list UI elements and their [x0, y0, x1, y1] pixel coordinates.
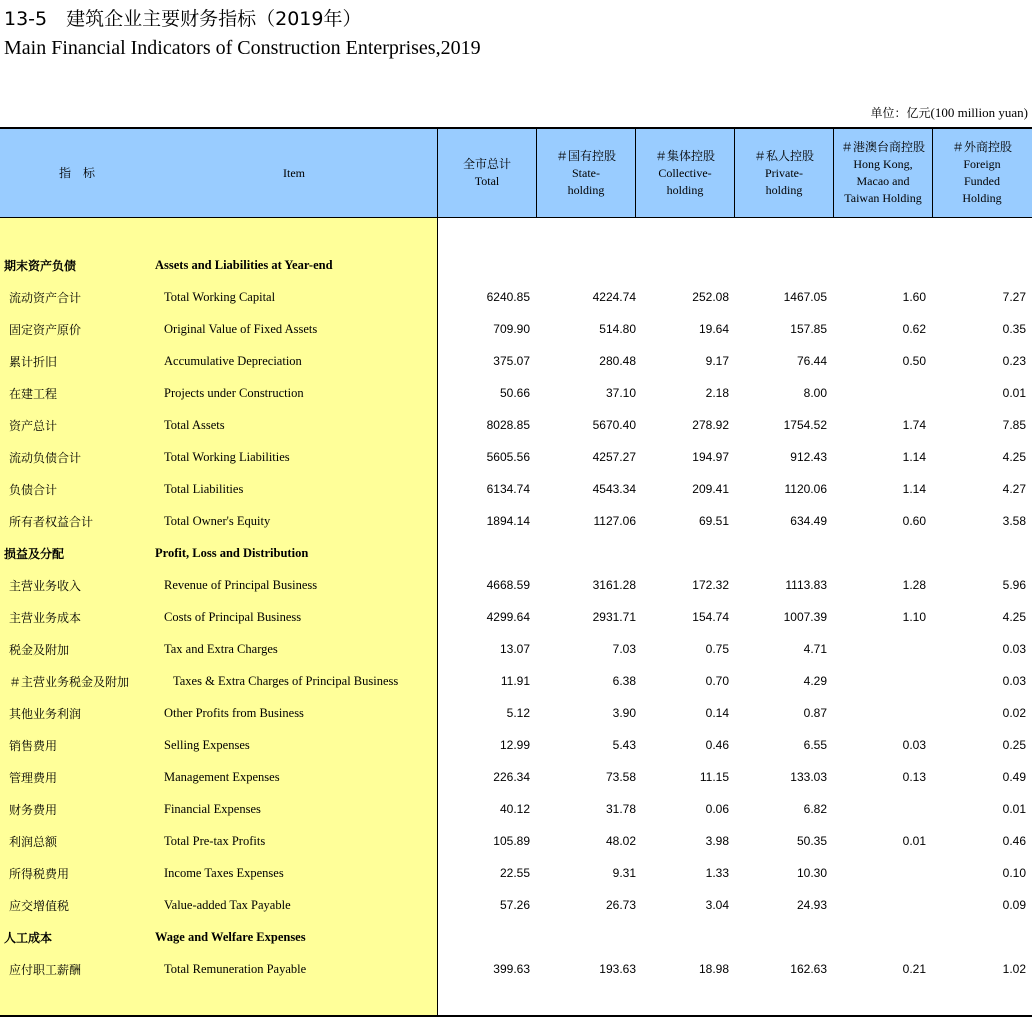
cell-value-col-0: 57.26 — [499, 898, 530, 912]
row-label-en: Financial Expenses — [164, 802, 261, 816]
cell-value-col-2: 11.15 — [699, 770, 729, 784]
cell-value-col-3: 1007.39 — [783, 610, 827, 624]
cell-value-col-0: 50.66 — [499, 386, 530, 400]
cell-value-col-4: 0.13 — [902, 770, 926, 784]
section-row — [0, 921, 1032, 953]
cell-value-col-3: 162.63 — [790, 962, 827, 976]
row-label-en: Value-added Tax Payable — [164, 898, 291, 912]
cell-value-col-3: 76.44 — [796, 354, 827, 368]
table-row — [0, 377, 1032, 409]
row-label-cn: 累计折旧 — [9, 355, 58, 369]
table-row — [0, 889, 1032, 921]
cell-value-col-3: 0.87 — [803, 706, 827, 720]
cell-value-col-0: 22.55 — [499, 866, 530, 880]
table-title-chinese: 13-5 建筑企业主要财务指标（2019年） — [4, 8, 362, 30]
row-label-en: Revenue of Principal Business — [164, 578, 318, 592]
cell-value-col-5: 0.25 — [1002, 738, 1026, 752]
row-label-cn: 损益及分配 — [4, 547, 65, 561]
cell-value-col-3: 4.71 — [803, 642, 827, 656]
cell-value-col-3: 4.29 — [803, 674, 827, 688]
row-label-en: Accumulative Depreciation — [164, 354, 302, 368]
cell-value-col-3: 24.93 — [796, 898, 827, 912]
cell-value-col-0: 5.12 — [506, 706, 530, 720]
cell-value-col-2: 1.33 — [705, 866, 729, 880]
cell-value-col-3: 6.55 — [803, 738, 827, 752]
cell-value-col-0: 5605.56 — [486, 450, 530, 464]
row-label-cn: 流动资产合计 — [9, 291, 82, 305]
header-col-cn: ＃外商控股 — [951, 140, 1012, 154]
table-title-english: Main Financial Indicators of Construction Enterprises,2019 — [4, 37, 481, 59]
header-col-en-line: holding — [666, 182, 704, 197]
row-label-en: Profit, Loss and Distribution — [155, 546, 309, 560]
section-row — [0, 537, 1032, 569]
cell-value-col-2: 194.97 — [692, 450, 729, 464]
row-label-en: Projects under Construction — [164, 386, 304, 400]
header-col-cn: ＃私人控股 — [753, 148, 814, 163]
cell-value-col-2: 18.98 — [698, 962, 729, 976]
cell-value-col-2: 3.98 — [705, 834, 729, 848]
cell-value-col-0: 13.07 — [499, 642, 530, 656]
cell-value-col-4: 1.14 — [902, 450, 926, 464]
cell-value-col-1: 48.02 — [605, 834, 636, 848]
table-row — [0, 953, 1032, 985]
cell-value-col-1: 37.10 — [605, 386, 636, 400]
header-col-en-line: Taiwan Holding — [844, 191, 922, 205]
cell-value-col-3: 912.43 — [790, 450, 827, 464]
cell-value-col-3: 133.03 — [790, 770, 827, 784]
row-label-en: Total Liabilities — [164, 482, 244, 496]
table-row — [0, 793, 1032, 825]
row-label-en: Total Pre-tax Profits — [164, 834, 266, 848]
cell-value-col-4: 0.21 — [902, 962, 926, 976]
row-label-cn: 期末资产负债 — [4, 259, 77, 273]
cell-value-col-0: 226.34 — [493, 770, 530, 784]
unit-note-chinese: 单位：亿元 — [870, 106, 931, 120]
cell-value-col-4: 1.74 — [902, 418, 926, 432]
cell-value-col-5: 0.10 — [1002, 866, 1026, 880]
header-item-label: Item — [283, 165, 305, 180]
header-col-en-line: Macao and — [856, 174, 910, 188]
table-row — [0, 505, 1032, 537]
cell-value-col-0: 8028.85 — [486, 418, 530, 432]
header-col-en-line: Foreign — [963, 157, 1001, 171]
cell-value-col-4: 0.50 — [902, 354, 926, 368]
row-label-en: Total Owner's Equity — [164, 514, 271, 528]
header-col-en-line: holding — [567, 182, 605, 197]
cell-value-col-5: 4.27 — [1002, 482, 1026, 496]
row-label-cn: 应交增值税 — [9, 899, 70, 913]
header-col-en-line: Holding — [962, 191, 1002, 205]
cell-value-col-1: 4224.74 — [592, 290, 636, 304]
row-label-cn: 负债合计 — [9, 483, 58, 497]
cell-value-col-2: 19.64 — [698, 322, 729, 336]
row-label-en: Original Value of Fixed Assets — [164, 322, 318, 336]
cell-value-col-4: 0.03 — [902, 738, 926, 752]
header-col-4 — [834, 129, 932, 217]
cell-value-col-1: 6.38 — [612, 674, 636, 688]
header-col-0 — [438, 129, 536, 217]
row-label-cn: 资产总计 — [9, 419, 58, 433]
cell-value-col-0: 6240.85 — [486, 290, 530, 304]
cell-value-col-4: 0.01 — [902, 834, 926, 848]
cell-value-col-1: 280.48 — [599, 354, 636, 368]
cell-value-col-2: 0.14 — [705, 706, 729, 720]
cell-value-col-5: 5.96 — [1002, 578, 1026, 592]
cell-value-col-3: 1754.52 — [783, 418, 827, 432]
cell-value-col-2: 2.18 — [705, 386, 729, 400]
cell-value-col-0: 1894.14 — [486, 514, 530, 528]
cell-value-col-5: 3.58 — [1002, 514, 1026, 528]
cell-value-col-2: 0.70 — [705, 674, 729, 688]
unit-note — [870, 104, 1028, 121]
cell-value-col-0: 375.07 — [493, 354, 530, 368]
row-label-cn: 财务费用 — [9, 803, 58, 817]
row-label-en: Selling Expenses — [164, 738, 250, 752]
cell-value-col-4: 1.10 — [902, 610, 926, 624]
row-label-en: Costs of Principal Business — [164, 610, 302, 624]
cell-value-col-5: 0.35 — [1002, 322, 1026, 336]
cell-value-col-1: 2931.71 — [592, 610, 636, 624]
table-bottom-rule — [0, 1015, 1032, 1017]
cell-value-col-1: 3161.28 — [592, 578, 636, 592]
row-label-cn: 流动负债合计 — [9, 451, 82, 465]
cell-value-col-5: 0.09 — [1002, 898, 1026, 912]
cell-value-col-5: 4.25 — [1002, 450, 1026, 464]
row-label-cn: 固定资产原价 — [9, 323, 82, 337]
cell-value-col-1: 4257.27 — [592, 450, 636, 464]
cell-value-col-5: 1.02 — [1002, 962, 1026, 976]
table-row — [0, 601, 1032, 633]
cell-value-col-1: 7.03 — [612, 642, 636, 656]
cell-value-col-5: 4.25 — [1002, 610, 1026, 624]
cell-value-col-0: 4299.64 — [486, 610, 530, 624]
header-col-cn: 全市总计 — [462, 157, 511, 171]
header-col-en-line: Funded — [964, 174, 1000, 188]
cell-value-col-1: 5670.40 — [592, 418, 636, 432]
cell-value-col-3: 1113.83 — [785, 578, 827, 592]
row-label-cn: 销售费用 — [9, 739, 58, 753]
cell-value-col-4: 1.14 — [902, 482, 926, 496]
table-row — [0, 633, 1032, 665]
unit-note-english: (100 million yuan) — [930, 105, 1028, 120]
row-label-en: Total Assets — [164, 418, 225, 432]
cell-value-col-1: 9.31 — [612, 866, 636, 880]
cell-value-col-2: 0.46 — [705, 738, 729, 752]
table-row — [0, 313, 1032, 345]
row-label-en: Assets and Liabilities at Year-end — [155, 258, 333, 272]
table-row — [0, 569, 1032, 601]
cell-value-col-0: 709.90 — [493, 322, 530, 336]
header-col-2 — [636, 129, 734, 217]
row-label-en: Total Working Liabilities — [164, 450, 290, 464]
row-label-en: Total Working Capital — [164, 290, 276, 304]
cell-value-col-3: 10.30 — [796, 866, 827, 880]
cell-value-col-0: 11.91 — [500, 674, 530, 688]
row-label-cn: ＃主营业务税金及附加 — [9, 675, 130, 689]
header-indicator-label: 指 标 — [58, 165, 95, 180]
cell-value-col-5: 0.01 — [1002, 386, 1026, 400]
header-item — [244, 129, 344, 217]
cell-value-col-1: 4543.34 — [592, 482, 636, 496]
header-col-cn: ＃集体控股 — [654, 148, 715, 163]
header-col-en-line: Hong Kong, — [853, 157, 913, 171]
cell-value-col-1: 26.73 — [605, 898, 636, 912]
cell-value-col-3: 1120.06 — [784, 482, 827, 496]
row-label-en: Total Remuneration Payable — [164, 962, 307, 976]
row-label-cn: 税金及附加 — [9, 643, 70, 657]
header-col-en-line: Collective- — [658, 165, 712, 180]
cell-value-col-2: 209.41 — [692, 482, 729, 496]
cell-value-col-5: 7.27 — [1002, 290, 1026, 304]
cell-value-col-3: 1467.05 — [783, 290, 827, 304]
cell-value-col-4: 1.60 — [902, 290, 926, 304]
cell-value-col-4: 0.60 — [902, 514, 926, 528]
table-row — [0, 441, 1032, 473]
row-label-cn: 所有者权益合计 — [9, 515, 94, 529]
cell-value-col-0: 40.12 — [499, 802, 530, 816]
table-row — [0, 857, 1032, 889]
cell-value-col-1: 514.80 — [599, 322, 636, 336]
header-indicator — [40, 129, 114, 217]
header-col-cn: ＃港澳台商控股 — [840, 140, 925, 154]
table-row — [0, 281, 1032, 313]
cell-value-col-2: 9.17 — [705, 354, 729, 368]
table-row — [0, 697, 1032, 729]
cell-value-col-3: 50.35 — [796, 834, 827, 848]
header-col-3 — [735, 129, 833, 217]
cell-value-col-5: 7.85 — [1002, 418, 1026, 432]
cell-value-col-3: 6.82 — [803, 802, 827, 816]
cell-value-col-3: 8.00 — [803, 386, 827, 400]
cell-value-col-2: 154.74 — [692, 610, 729, 624]
header-col-en-line: holding — [765, 182, 803, 197]
header-col-en-line: Total — [474, 174, 500, 188]
cell-value-col-1: 193.63 — [599, 962, 636, 976]
table-row — [0, 825, 1032, 857]
cell-value-col-0: 399.63 — [493, 962, 530, 976]
cell-value-col-4: 1.28 — [902, 578, 926, 592]
cell-value-col-2: 69.51 — [698, 514, 729, 528]
cell-value-col-4: 0.62 — [902, 322, 926, 336]
table-row — [0, 761, 1032, 793]
row-label-en: Wage and Welfare Expenses — [155, 930, 306, 944]
cell-value-col-1: 1127.06 — [593, 514, 636, 528]
row-label-en: Other Profits from Business — [164, 706, 304, 720]
cell-value-col-2: 0.75 — [705, 642, 729, 656]
row-label-cn: 其他业务利润 — [9, 707, 82, 721]
cell-value-col-5: 0.46 — [1002, 834, 1026, 848]
cell-value-col-3: 157.85 — [790, 322, 827, 336]
row-label-en: Income Taxes Expenses — [164, 866, 284, 880]
table-row — [0, 665, 1032, 697]
row-label-cn: 主营业务收入 — [9, 579, 82, 593]
financial-indicators-table — [0, 127, 1032, 1017]
cell-value-col-5: 0.01 — [1002, 802, 1026, 816]
cell-value-col-5: 0.02 — [1002, 706, 1026, 720]
table-row — [0, 409, 1032, 441]
section-row — [0, 249, 1032, 281]
cell-value-col-3: 634.49 — [790, 514, 827, 528]
cell-value-col-0: 6134.74 — [486, 482, 530, 496]
row-label-en: Management Expenses — [164, 770, 280, 784]
row-label-cn: 所得税费用 — [9, 867, 70, 881]
cell-value-col-2: 252.08 — [692, 290, 729, 304]
cell-value-col-0: 105.89 — [493, 834, 530, 848]
table-row — [0, 345, 1032, 377]
cell-value-col-1: 73.58 — [605, 770, 636, 784]
row-label-en: Tax and Extra Charges — [164, 642, 278, 656]
cell-value-col-2: 3.04 — [705, 898, 729, 912]
row-label-cn: 管理费用 — [9, 771, 58, 785]
cell-value-col-5: 0.03 — [1002, 642, 1026, 656]
cell-value-col-0: 12.99 — [499, 738, 530, 752]
cell-value-col-2: 278.92 — [692, 418, 729, 432]
cell-value-col-1: 31.78 — [605, 802, 636, 816]
row-label-cn: 利润总额 — [9, 835, 58, 849]
cell-value-col-2: 0.06 — [705, 802, 729, 816]
table-row — [0, 729, 1032, 761]
row-label-cn: 主营业务成本 — [9, 611, 82, 625]
header-col-1 — [537, 129, 635, 217]
cell-value-col-5: 0.03 — [1002, 674, 1026, 688]
row-label-cn: 在建工程 — [9, 387, 58, 401]
cell-value-col-1: 3.90 — [612, 706, 636, 720]
cell-value-col-5: 0.23 — [1002, 354, 1026, 368]
row-label-en: Taxes & Extra Charges of Principal Business — [173, 674, 399, 688]
header-col-5 — [933, 129, 1031, 217]
cell-value-col-5: 0.49 — [1002, 770, 1026, 784]
row-label-cn: 人工成本 — [4, 931, 53, 945]
header-col-en-line: State- — [572, 165, 600, 180]
cell-value-col-2: 172.32 — [692, 578, 729, 592]
cell-value-col-1: 5.43 — [612, 738, 636, 752]
cell-value-col-0: 4668.59 — [486, 578, 530, 592]
row-label-cn: 应付职工薪酬 — [9, 963, 82, 977]
table-row — [0, 473, 1032, 505]
header-col-cn: ＃国有控股 — [555, 148, 616, 163]
header-col-en-line: Private- — [765, 165, 803, 180]
